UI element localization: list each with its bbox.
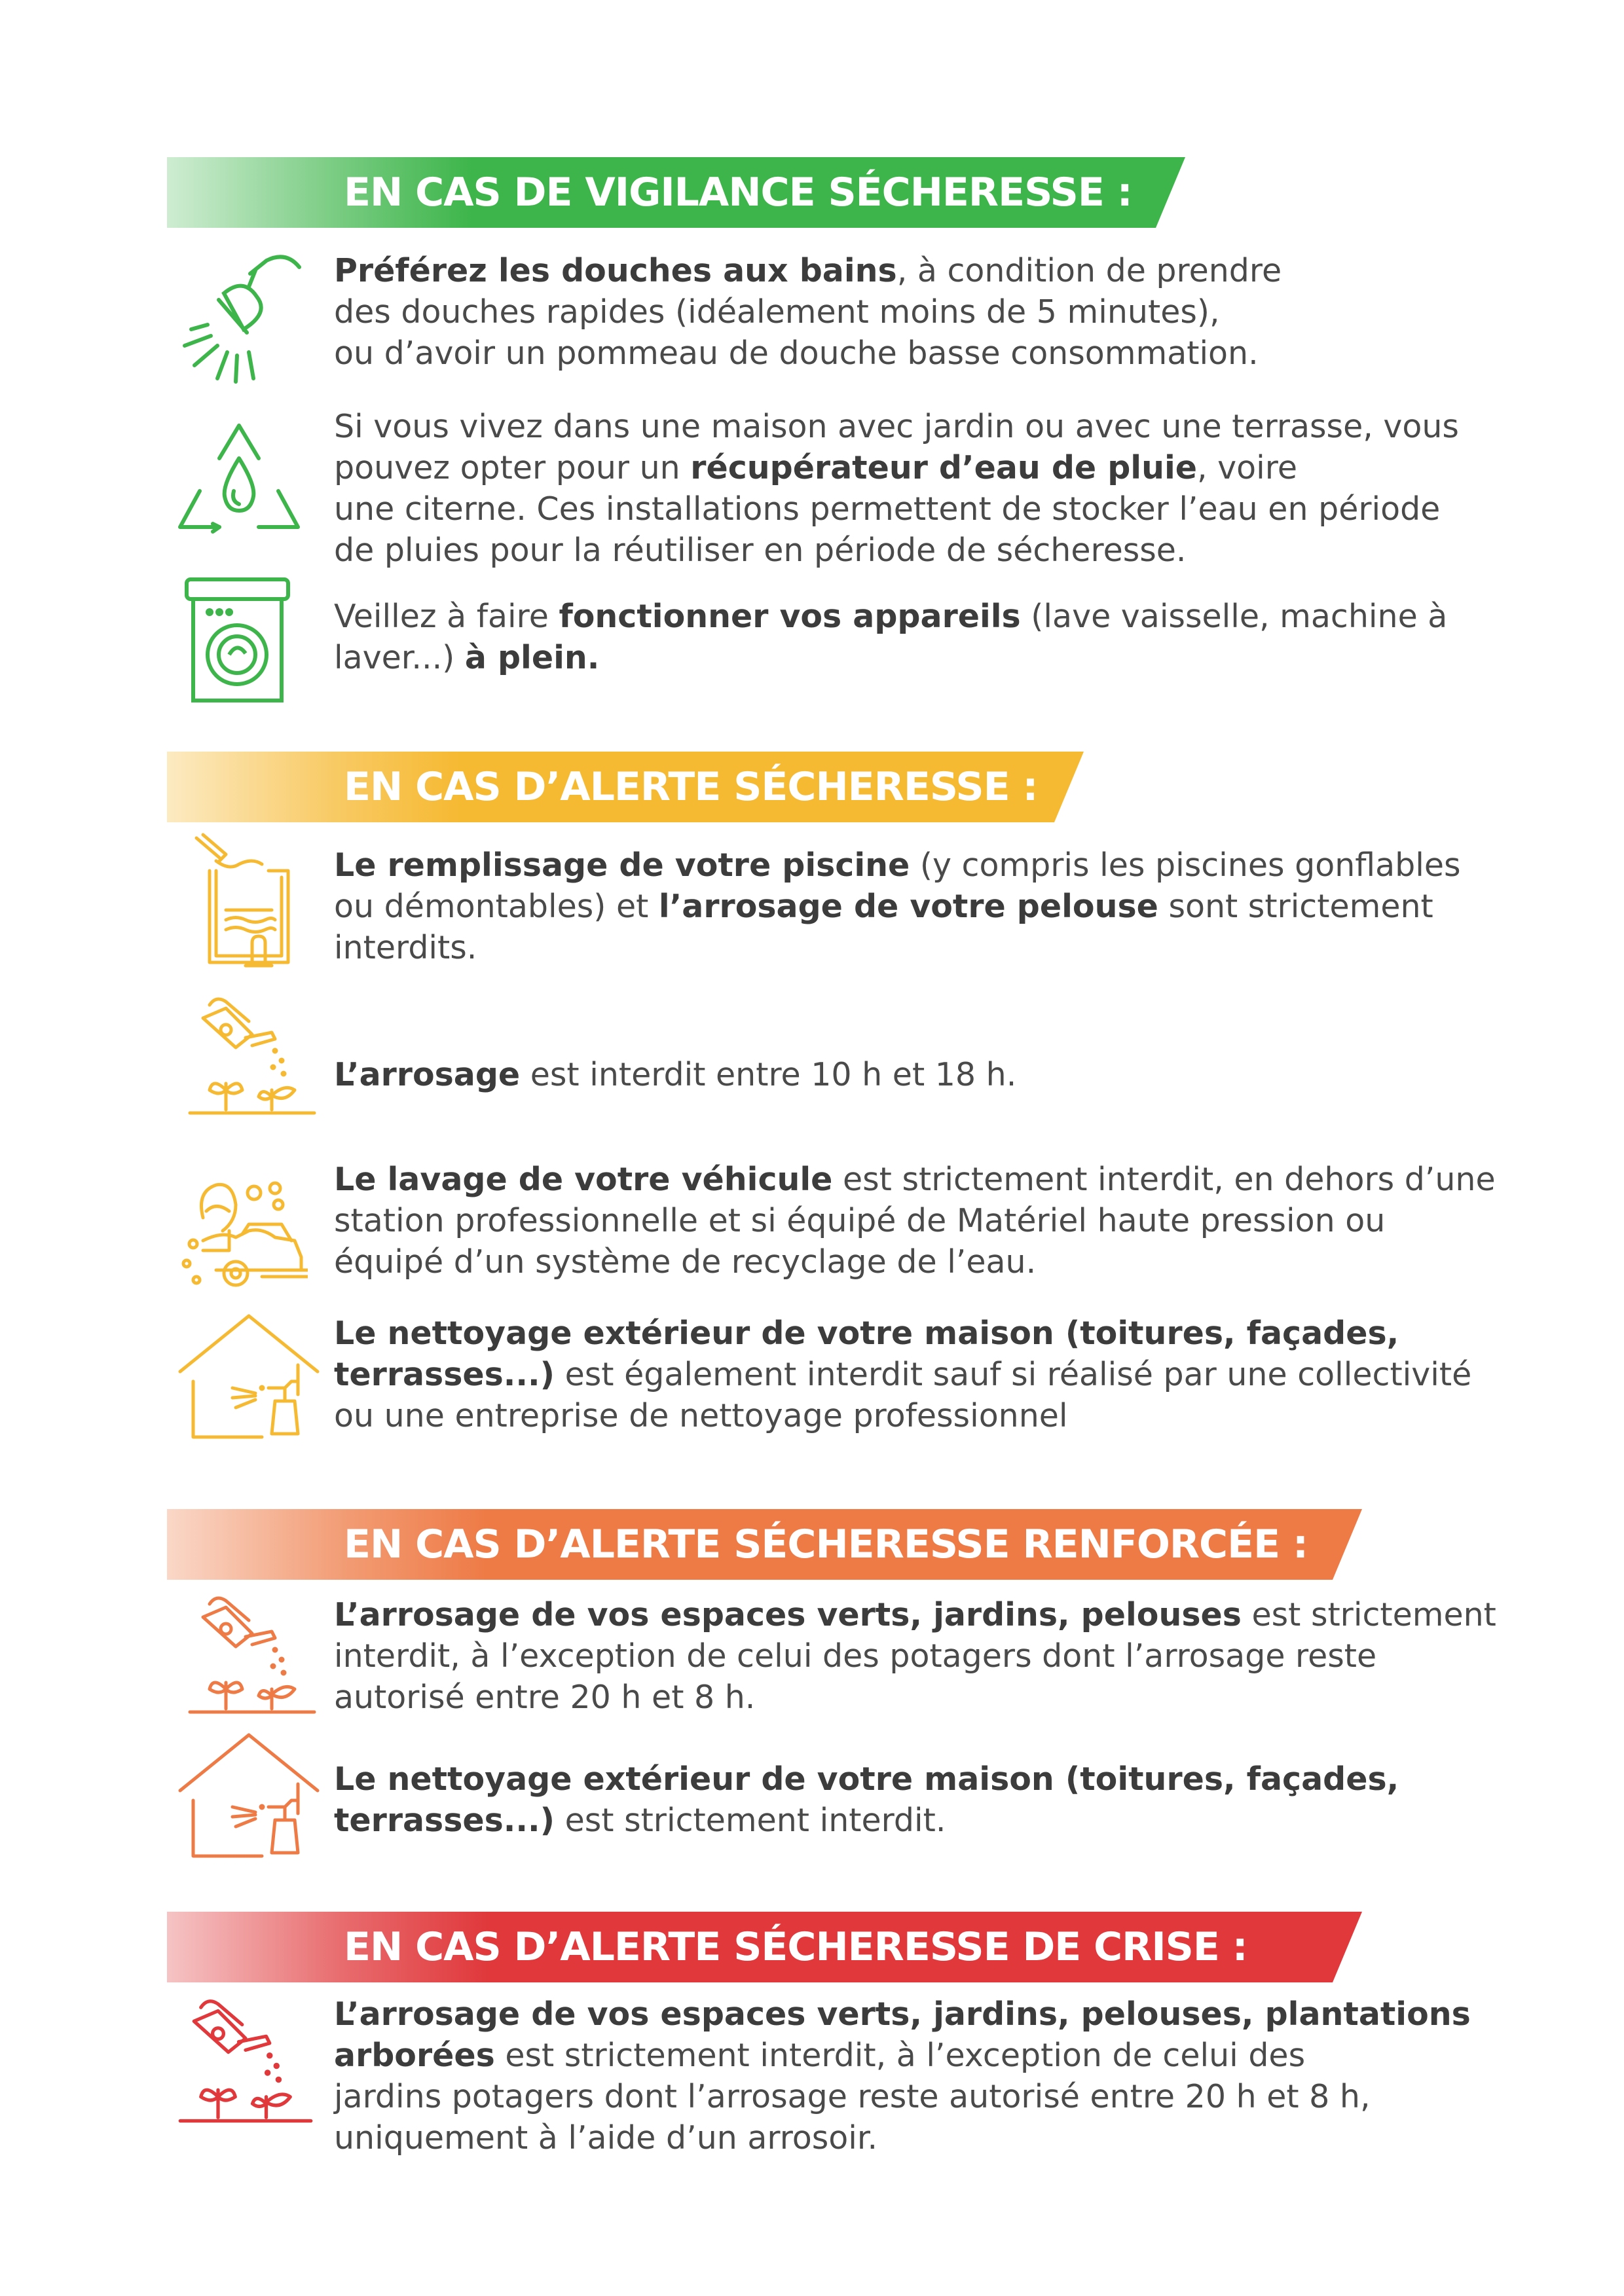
text: Si vous vivez dans une maison avec jardin ou avec une terrasse, vous	[334, 408, 1459, 445]
text-line	[334, 596, 1447, 637]
paragraph	[334, 1159, 1496, 1283]
text: est interdit entre 10 h et 18 h.	[520, 1056, 1017, 1093]
text-line	[334, 886, 1461, 927]
bold-text: terrasses...)	[334, 1356, 555, 1393]
text: interdits.	[334, 929, 477, 966]
washing-machine-icon	[183, 576, 291, 704]
paragraph	[334, 845, 1461, 968]
text-line	[334, 1313, 1471, 1354]
watering-can-icon	[177, 1994, 314, 2124]
bold-text: Préférez les douches aux bains	[334, 252, 897, 289]
bold-text: à plein.	[464, 639, 600, 676]
text-line	[334, 1354, 1471, 1395]
text-line	[334, 2035, 1471, 2076]
watering-can-icon	[187, 992, 318, 1116]
text-line	[334, 637, 1447, 678]
section-banner-vigilance	[167, 157, 1185, 228]
text-line	[334, 1395, 1471, 1436]
section-title: EN CAS DE VIGILANCE SÉCHERESSE :	[344, 170, 1132, 215]
text-line	[334, 1054, 1016, 1095]
section-title: EN CAS D’ALERTE SÉCHERESSE DE CRISE :	[344, 1924, 1247, 1970]
paragraph	[334, 250, 1282, 374]
text: (y compris les piscines gonflables	[910, 847, 1461, 884]
paragraph	[334, 406, 1459, 571]
bold-text: fonctionner vos appareils	[559, 598, 1021, 635]
paragraph	[334, 1994, 1471, 2159]
paragraph	[334, 596, 1447, 678]
text: de pluies pour la réutiliser en période de sécheresse.	[334, 532, 1187, 569]
text: (lave vaisselle, machine à	[1020, 598, 1448, 635]
text: , à condition de prendre	[896, 252, 1282, 289]
text: est également interdit sauf si réalisé par une collectivité	[555, 1356, 1472, 1393]
bold-text: L’arrosage de vos espaces verts, jardins, pelouses	[334, 1596, 1242, 1633]
text: station professionnelle et si équipé de Matériel haute pression ou	[334, 1202, 1386, 1239]
bold-text: Le remplissage de votre piscine	[334, 847, 910, 884]
paragraph	[334, 1313, 1471, 1436]
paragraph	[334, 1758, 1399, 1841]
text-line	[334, 1758, 1399, 1800]
bold-text: L’arrosage de vos espaces verts, jardins, pelouses, plantations	[334, 1995, 1471, 2033]
text-line	[334, 1800, 1399, 1841]
text-line	[334, 530, 1459, 571]
text: uniquement à l’aide d’un arrosoir.	[334, 2119, 878, 2157]
text: une citerne. Ces installations permettent de stocker l’eau en période	[334, 490, 1441, 528]
text: est strictement interdit, en dehors d’une	[832, 1161, 1496, 1198]
text: est strictement interdit.	[555, 1802, 946, 1839]
text-line	[334, 406, 1459, 447]
text-line	[334, 1635, 1496, 1677]
text-line	[334, 2076, 1471, 2117]
bold-text: récupérateur d’eau de pluie	[690, 449, 1198, 486]
text-line	[334, 333, 1282, 374]
bold-text: terrasses...)	[334, 1802, 555, 1839]
text: des douches rapides (idéalement moins de 5 minutes),	[334, 293, 1220, 331]
text: laver...)	[334, 639, 465, 676]
text-line	[334, 1994, 1471, 2035]
text: est strictement interdit, à l’exception de celui des	[494, 2037, 1306, 2074]
text-line	[334, 447, 1459, 488]
section-banner-alerte	[167, 752, 1084, 822]
house-cleaning-icon	[177, 1728, 321, 1863]
text-line	[334, 2117, 1471, 2159]
text-line	[334, 1159, 1496, 1200]
text: pouvez opter pour un	[334, 449, 691, 486]
text-line	[334, 1677, 1496, 1718]
text: Veillez à faire	[334, 598, 559, 635]
bold-text: arborées	[334, 2037, 495, 2074]
bold-text: Le nettoyage extérieur de votre maison (toitures, façades,	[334, 1760, 1399, 1798]
text: interdit, à l’exception de celui des potagers dont l’arrosage reste	[334, 1637, 1377, 1675]
recycle-water-drop-icon	[174, 419, 304, 543]
text: ou d’avoir un pommeau de douche basse consommation.	[334, 335, 1259, 372]
section-banner-renforcee	[167, 1509, 1362, 1580]
text-line	[334, 488, 1459, 530]
section-banner-crise	[167, 1912, 1362, 1982]
bold-text: l’arrosage de votre pelouse	[658, 888, 1158, 925]
text: est strictement	[1241, 1596, 1496, 1633]
car-wash-icon	[177, 1165, 308, 1296]
section-title: EN CAS D’ALERTE SÉCHERESSE RENFORCÉE :	[344, 1522, 1308, 1567]
text-line	[334, 1594, 1496, 1635]
text-line	[334, 1241, 1496, 1283]
pool-filling-icon	[190, 831, 304, 972]
house-cleaning-icon	[177, 1309, 321, 1444]
text-line	[334, 250, 1282, 291]
text-line	[334, 1200, 1496, 1241]
text-line	[334, 291, 1282, 333]
bold-text: Le nettoyage extérieur de votre maison (toitures, façades,	[334, 1315, 1399, 1352]
text: autorisé entre 20 h et 8 h.	[334, 1679, 756, 1716]
text: jardins potagers dont l’arrosage reste autorisé entre 20 h et 8 h,	[334, 2078, 1371, 2115]
bold-text: L’arrosage	[334, 1056, 521, 1093]
paragraph	[334, 1594, 1496, 1718]
text: sont strictement	[1158, 888, 1433, 925]
bold-text: Le lavage de votre véhicule	[334, 1161, 833, 1198]
watering-can-icon	[187, 1591, 318, 1715]
text-line	[334, 927, 1461, 968]
paragraph	[334, 1054, 1016, 1095]
text: ou une entreprise de nettoyage professionnel	[334, 1397, 1068, 1434]
text: , voire	[1197, 449, 1297, 486]
text-line	[334, 845, 1461, 886]
text: ou démontables) et	[334, 888, 659, 925]
section-title: EN CAS D’ALERTE SÉCHERESSE :	[344, 764, 1038, 810]
shower-icon	[172, 247, 303, 385]
text: équipé d’un système de recyclage de l’eau.	[334, 1243, 1037, 1281]
